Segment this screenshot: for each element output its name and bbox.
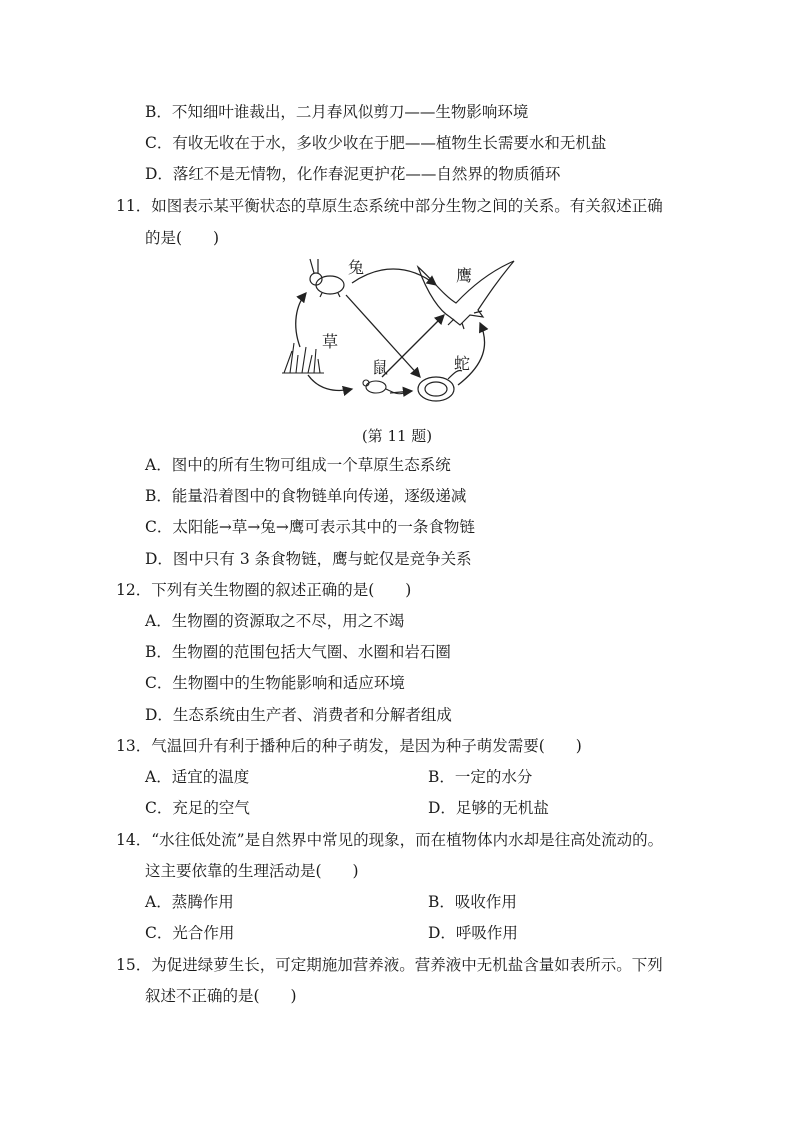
label-grass: 草: [322, 332, 339, 351]
q11-option-b: B．能量沿着图中的食物链单向传递，逐级递减: [145, 487, 467, 505]
q11-option-a: A．图中的所有生物可组成一个草原生态系统: [145, 456, 451, 474]
q13-option-d: D．足够的无机盐: [428, 799, 549, 817]
q14-stem-line2: 这主要依靠的生理活动是( ): [145, 862, 359, 880]
q14-option-c: C．光合作用: [145, 924, 235, 942]
food-web-arrows: [296, 269, 485, 393]
q14-option-d: D．呼吸作用: [428, 924, 518, 942]
arrow-grass-to-rabbit: [296, 293, 306, 347]
q14-option-a: A．蒸腾作用: [145, 893, 234, 911]
grass-illustration: [282, 343, 324, 373]
q13-option-a: A．适宜的温度: [145, 768, 250, 786]
figure-caption: (第 11 题): [361, 427, 433, 445]
q11-stem-line1: 11．如图表示某平衡状态的草原生态系统中部分生物之间的关系。有关叙述正确: [116, 197, 663, 215]
q15-stem-line2: 叙述不正确的是( ): [145, 987, 297, 1005]
label-mouse: 鼠: [372, 358, 389, 377]
q11-option-d: D．图中只有 3 条食物链，鹰与蛇仅是竞争关系: [145, 550, 472, 568]
q10-option-c: C．有收无收在于水，多收少收在于肥——植物生长需要水和无机盐: [145, 134, 607, 152]
arrow-grass-to-mouse: [308, 375, 352, 390]
q15-stem-line1: 15．为促进绿萝生长，可定期施加营养液。营养液中无机盐含量如表所示。下列: [116, 956, 663, 974]
q11-option-c: C．太阳能→草→兔→鹰可表示其中的一条食物链: [145, 518, 475, 536]
q11-stem-line2: 的是( ): [145, 229, 220, 247]
q14-option-b: B．吸收作用: [428, 893, 517, 911]
q13-option-c: C．充足的空气: [145, 799, 250, 817]
label-eagle: 鹰: [456, 266, 473, 285]
q13-stem: 13．气温回升有利于播种后的种子萌发，是因为种子萌发需要( ): [116, 737, 582, 755]
q12-stem: 12．下列有关生物圈的叙述正确的是( ): [116, 581, 412, 599]
food-web-diagram: [278, 255, 518, 415]
food-web-figure: [278, 255, 518, 415]
q10-option-d: D．落红不是无情物，化作春泥更护花——自然界的物质循环: [145, 165, 561, 183]
label-snake: 蛇: [454, 354, 471, 373]
label-rabbit: 兔: [348, 258, 365, 277]
q12-option-b: B．生物圈的范围包括大气圈、水圈和岩石圈: [145, 643, 451, 661]
q12-option-a: A．生物圈的资源取之不尽，用之不竭: [145, 612, 405, 630]
q13-option-b: B．一定的水分: [428, 768, 533, 786]
q14-stem-line1: 14．“水往低处流”是自然界中常见的现象，而在植物体内水却是往高处流动的。: [116, 831, 664, 849]
q12-option-c: C．生物圈中的生物能影响和适应环境: [145, 674, 405, 692]
snake-illustration: [418, 370, 462, 401]
q12-option-d: D．生态系统由生产者、消费者和分解者组成: [145, 706, 452, 724]
q10-option-b: B．不知细叶谁裁出，二月春风似剪刀——生物影响环境: [145, 103, 529, 121]
rabbit-illustration: [310, 259, 344, 297]
